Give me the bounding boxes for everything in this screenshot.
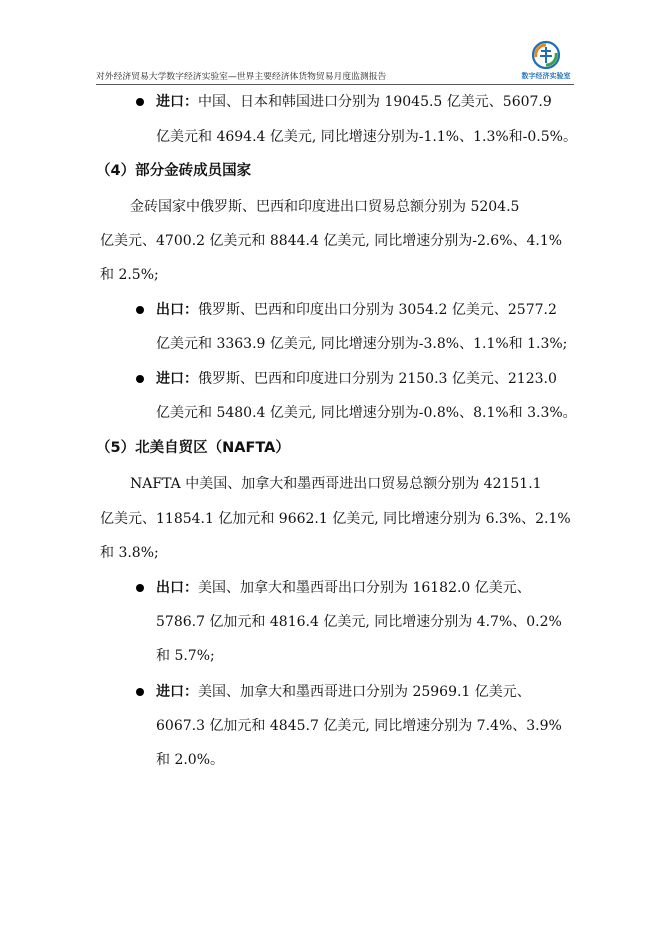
- nafta-imports-line-2: 6067.3 亿加元和 4845.7 亿美元, 同比增速分别为 7.4%、3.9%: [156, 718, 562, 734]
- page-header: [96, 40, 574, 86]
- nafta-exports-label: 出口：: [156, 580, 198, 596]
- brics-imports-label: 进口：: [156, 371, 198, 387]
- nafta-imports-line-3: 和 2.0%。: [156, 752, 225, 768]
- brics-exports-text-1: 俄罗斯、巴西和印度出口分别为 3054.2 亿美元、2577.2: [198, 302, 557, 318]
- brics-imports-line-1: [156, 369, 557, 389]
- nafta-exports-line-1: [156, 578, 531, 598]
- brics-heading: （4）部分金砖成员国家: [96, 163, 252, 179]
- nafta-exports-line-2: 5786.7 亿加元和 4816.4 亿美元, 同比增速分别为 4.7%、0.2%: [156, 614, 562, 630]
- nafta-heading: （5）北美自贸区（NAFTA）: [96, 440, 290, 456]
- nafta-imports-text-1: 美国、加拿大和墨西哥进口分别为 25969.1 亿美元、: [198, 684, 531, 700]
- nafta-exports-line-3: 和 5.7%;: [156, 648, 215, 664]
- nafta-paragraph-line-1: NAFTA 中美国、加拿大和墨西哥进出口贸易总额分别为 42151.1: [130, 476, 542, 492]
- bullet-icon: [136, 584, 144, 592]
- nafta-paragraph-line-2: 亿美元、11854.1 亿加元和 9662.1 亿美元, 同比增速分别为 6.3%、2.1%: [100, 511, 571, 527]
- bullet-icon: [136, 98, 144, 106]
- imports-label: 进口：: [156, 94, 198, 110]
- brics-paragraph-line-2: 亿美元、4700.2 亿美元和 8844.4 亿美元, 同比增速分别为-2.6%、4.1%: [100, 233, 563, 249]
- imports-line-2: 亿美元和 4694.4 亿美元, 同比增速分别为-1.1%、1.3%和-0.5%。: [156, 129, 577, 145]
- brics-exports-label: 出口：: [156, 302, 198, 318]
- brics-paragraph-line-3: 和 2.5%;: [100, 267, 159, 283]
- brics-exports-line-2: 亿美元和 3363.9 亿美元, 同比增速分别为-3.8%、1.1%和 1.3%;: [156, 336, 568, 352]
- bullet-icon: [136, 375, 144, 383]
- imports-line-1: [156, 92, 552, 112]
- imports-text-1: 中国、日本和韩国进口分别为 19045.5 亿美元、5607.9: [198, 94, 552, 110]
- brics-imports-text-1: 俄罗斯、巴西和印度进口分别为 2150.3 亿美元、2123.0: [198, 371, 557, 387]
- nafta-imports-line-1: [156, 682, 531, 702]
- brics-exports-line-1: [156, 300, 557, 320]
- brics-imports-line-2: 亿美元和 5480.4 亿美元, 同比增速分别为-0.8%、8.1%和 3.3%。: [156, 405, 577, 421]
- nafta-paragraph-line-3: 和 3.8%;: [100, 545, 159, 561]
- lab-logo-icon: [531, 40, 561, 70]
- header-divider: [96, 84, 574, 85]
- bullet-icon: [136, 688, 144, 696]
- lab-logo: [516, 40, 576, 82]
- bullet-icon: [136, 306, 144, 314]
- lab-logo-text: 数字经济实验室: [521, 72, 571, 80]
- brics-paragraph-line-1: 金砖国家中俄罗斯、巴西和印度进出口贸易总额分别为 5204.5: [130, 199, 520, 215]
- nafta-imports-label: 进口：: [156, 684, 198, 700]
- nafta-exports-text-1: 美国、加拿大和墨西哥出口分别为 16182.0 亿美元、: [198, 580, 531, 596]
- header-title: 对外经济贸易大学数字经济实验室—世界主要经济体货物贸易月度监测报告: [96, 72, 387, 82]
